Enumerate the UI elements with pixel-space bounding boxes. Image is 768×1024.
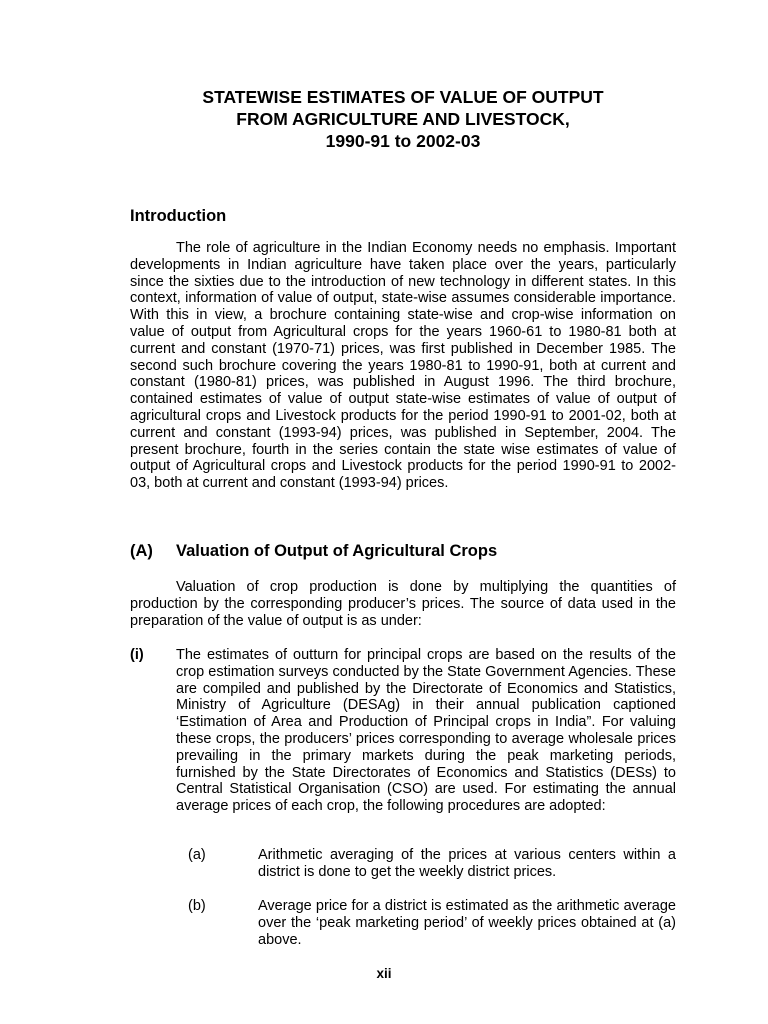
title-line-1: STATEWISE ESTIMATES OF VALUE OF OUTPUT	[202, 87, 604, 107]
item-i-label: (i)	[130, 647, 144, 663]
document-page	[130, 86, 676, 948]
sub-item-b-text: Average price for a district is estimated as the arithmetic average over the ‘peak marketing period’ of weekly prices obtained at (a) above.	[258, 898, 676, 948]
section-a-label: (A)	[130, 542, 153, 560]
section-a-heading	[130, 542, 497, 561]
introduction-paragraph: The role of agriculture in the Indian Economy needs no emphasis. Important developments in Indian agriculture have taken place over the years, particularly since the sixties due to the introduction of new technology in different states. In this context, information of value of output, state-wise assumes considerable importance. With this in view, a brochure containing state-wise and crop-wise information on value of output from Agricultural crops for the years 1960-61 to 1980-81 both at current and constant (1970-71) prices, was first published in December 1985. The second such brochure covering the years 1980-81 to 1990-91, both at current and constant (1980-81) prices, was published in August 1996. The third brochure, contained estimates of value of output state-wise estimates of value of output of agricultural crops and Livestock products for the period 1990-91 to 2001-02, both at current and constant (1993-94) prices, was published in September, 2004. The present brochure, fourth in the series contain the state wise estimates of value of output of Agricultural crops and Livestock products for the period 1990-91 to 2002-03, both at current and constant (1993-94) prices.	[130, 240, 676, 492]
list-item-i	[130, 647, 676, 815]
sub-item-a-label: (a)	[188, 847, 206, 863]
document-title	[130, 86, 676, 152]
sub-item-b	[176, 898, 676, 948]
sub-item-b-label: (b)	[188, 898, 206, 914]
valuation-paragraph: Valuation of crop production is done by multiplying the quantities of production by the corresponding producer’s prices. The source of data used in the preparation of the value of output is as under:	[130, 579, 676, 629]
item-i-text: The estimates of outturn for principal crops are based on the results of the crop estimation surveys conducted by the State Government Agencies. These are compiled and published by the Directorate of Economics and Statistics, Ministry of Agriculture (DESAg) in their annual publication captioned ‘Estimation of Area and Production of Principal crops in India”. For valuing these crops, the producers’ prices corresponding to average wholesale prices prevailing in the primary markets during the peak marketing periods, furnished by the State Directorates of Economics and Statistics (DESs) to Central Statistical Organisation (CSO) are used. For estimating the annual average prices of each crop, the following procedures are adopted:	[176, 647, 676, 815]
sub-item-a-text: Arithmetic averaging of the prices at various centers within a district is done to get the weekly district prices.	[258, 847, 676, 880]
introduction-heading: Introduction	[130, 207, 227, 225]
title-line-3: 1990-91 to 2002-03	[325, 131, 481, 151]
section-a-title: Valuation of Output of Agricultural Crops	[176, 542, 498, 560]
title-line-2: FROM AGRICULTURE AND LIVESTOCK,	[236, 109, 570, 129]
page-number: xii	[376, 966, 392, 981]
sub-item-a	[176, 847, 676, 881]
